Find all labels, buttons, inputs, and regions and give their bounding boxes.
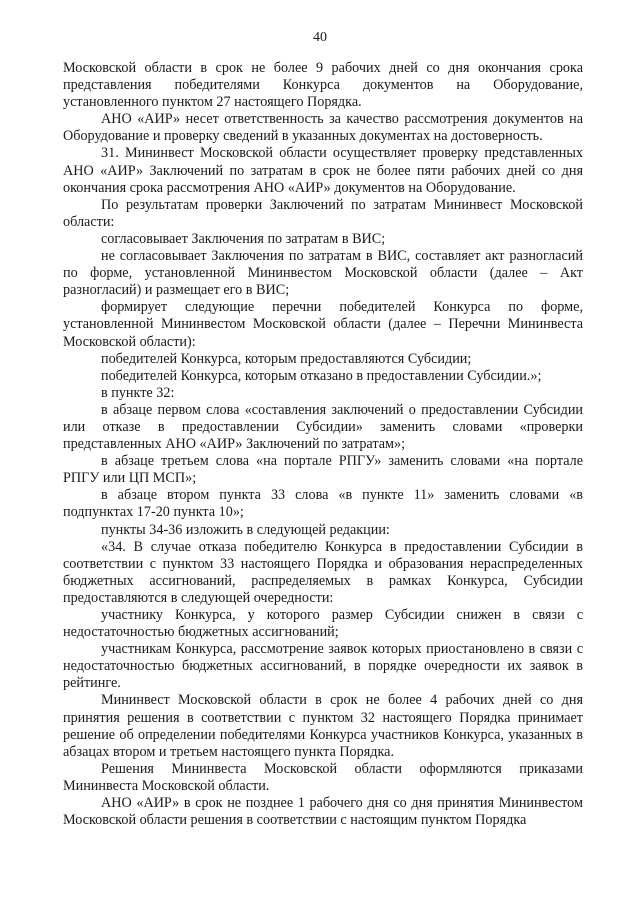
paragraph: «34. В случае отказа победителю Конкурса в предоставлении Субсидии в соответствии с пунктом 33 настоящего Порядка и образования нераспределенных бюджетных ассигнований, распределяемых в рамках Конкурса, Субсидии предоставляются в следующей очередности: [63, 538, 583, 606]
paragraph: Московской области в срок не более 9 рабочих дней со дня окончания срока представления победителями Конкурса документов на Оборудование, установленного пунктом 27 настоящего Порядка. [63, 60, 583, 111]
paragraph: участникам Конкурса, рассмотрение заявок которых приостановлено в связи с недостаточностью бюджетных ассигнований, в порядке очередности их заявок в рейтинге. [63, 641, 583, 692]
paragraph: согласовывает Заключения по затратам в ВИС; [101, 230, 386, 247]
paragraph: победителей Конкурса, которым отказано в предоставлении Субсидии.»; [101, 367, 542, 384]
page-number: 40 [313, 30, 327, 45]
paragraph: АНО «АИР» в срок не позднее 1 рабочего дня со дня принятия Мининвестом Московской области решения в соответствии с настоящим пунктом Порядка [63, 795, 583, 829]
paragraph: участнику Конкурса, у которого размер Субсидии снижен в связи с недостаточностью бюджетных ассигнований; [63, 607, 583, 641]
paragraph: 31. Мининвест Московской области осуществляет проверку представленных АНО «АИР» Заключений по затратам в срок не более пяти рабочих дней со дня окончания срока рассмотрения АНО «АИР» документов на Оборудование. [63, 145, 583, 196]
paragraph: не согласовывает Заключения по затратам в ВИС, составляет акт разногласий по форме, установленной Мининвестом Московской области (далее – Акт разногласий) и размещает его в ВИС; [63, 248, 583, 299]
paragraph: формирует следующие перечни победителей Конкурса по форме, установленной Мининвестом Московской области (далее – Перечни Мининвеста Московской области): [63, 299, 583, 350]
paragraph: победителей Конкурса, которым предоставляются Субсидии; [101, 350, 472, 367]
paragraph: Решения Мининвеста Московской области оформляются приказами Мининвеста Московской области. [63, 760, 583, 794]
paragraph: в абзаце первом слова «составления заключений о предоставлении Субсидии или отказе в предоставлении Субсидии» заменить словами «проверки представленных АНО «АИР» Заключений по затратам»; [63, 401, 583, 453]
paragraph: в пункте 32: [101, 384, 175, 401]
paragraph: По результатам проверки Заключений по затратам Мининвест Московской области: [63, 196, 583, 230]
paragraph: в абзаце третьем слова «на портале РПГУ» заменить словами «на портале РПГУ или ЦП МСП»; [63, 453, 583, 487]
document-body [63, 60, 583, 829]
paragraph: АНО «АИР» несет ответственность за качество рассмотрения документов на Оборудование и проверку сведений в указанных документах на достоверность. [63, 111, 583, 145]
paragraph: пункты 34-36 изложить в следующей редакции: [101, 521, 390, 538]
paragraph: Мининвест Московской области в срок не более 4 рабочих дней со дня принятия решения в соответствии с пунктом 32 настоящего Порядка принимает решение об определении победителями Конкурса участников Конкурса, указанных в абзацах втором и третьем настоящего пункта Порядка. [63, 692, 583, 760]
paragraph: в абзаце втором пункта 33 слова «в пункте 11» заменить словами «в подпунктах 17-20 пункта 10»; [63, 487, 583, 521]
